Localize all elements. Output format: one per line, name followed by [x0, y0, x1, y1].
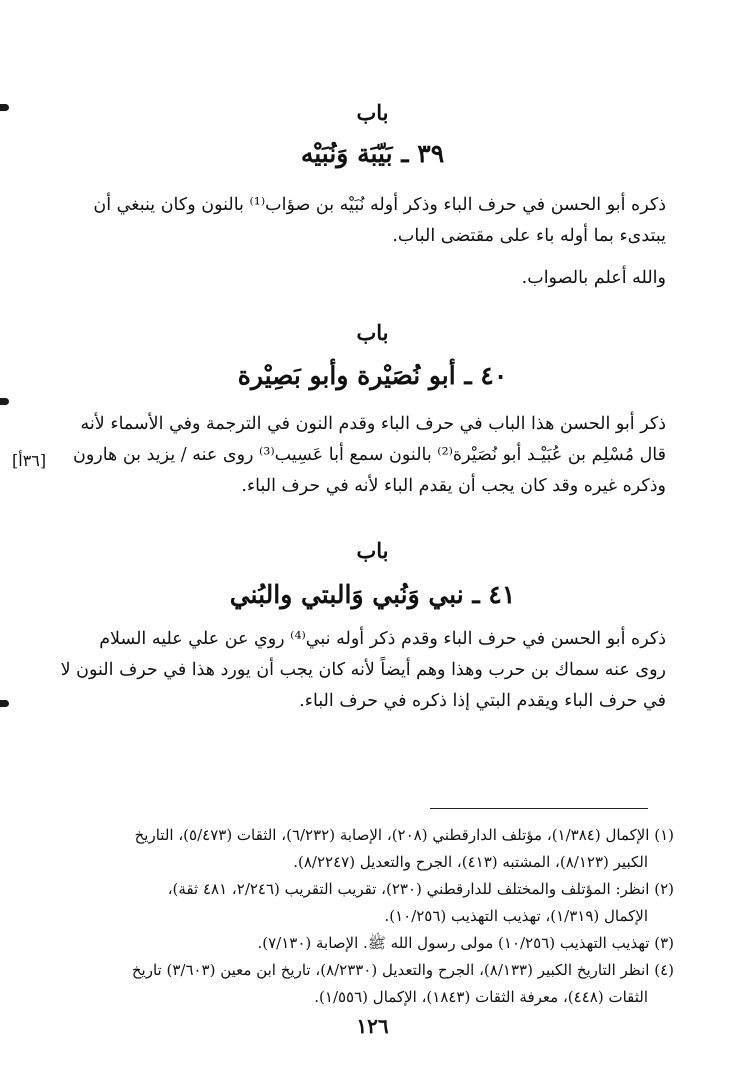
edge-mark [0, 700, 9, 707]
text-line: قال مُسْلِم بن عُبَيْـد أبو نُصَيْرة⁽²⁾ بالنون سمع أبا عَسِيب⁽³⁾ روى عنه / يزيد بن هارون [72, 445, 666, 465]
footnote-4-continuation: الثقات (٤٤٨)، معرفة الثقات (١٨٤٣)، الإكمال (١/٥٥٦). [314, 988, 648, 1006]
text-line: في حرف الباء ويقدم البتي إذا ذكره في حرف الباء. [299, 691, 666, 711]
section-40-paragraph-1 [60, 409, 666, 502]
section-39-paragraph-1 [60, 190, 666, 252]
text-line: ذكر أبو الحسن هذا الباب في حرف الباء وقدم النون في الترجمة وفي الأسماء لأنه [80, 414, 666, 434]
footnote-1: (١) الإكمال (١/٣٨٤)، مؤتلف الدارقطني (٢٠٨)، الإصابة (٦/٢٣٢)، الثقات (٥/٤٧٣)، التاريخ [134, 826, 674, 844]
text-line: يبتدىء بما أوله باء على مقتضى الباب. [392, 226, 666, 246]
section-39-heading: ٣٩ ـ بَيّبَة وَنُبَيْه [300, 139, 445, 168]
footnote-2: (٢) انظر: المؤتلف والمختلف للدارقطني (٢٣٠)، تقريب التقريب (٢/٢٤٦، ٤٨١ ثقة)، [167, 880, 674, 898]
footnote-1-continuation: الكبير (٨/١٢٣)، المشتبه (٤١٣)، الجرح والتعديل (٨/٢٢٤٧). [293, 853, 648, 871]
manuscript-folio-marker: [٣٦أ] [12, 451, 47, 470]
footnotes [56, 822, 674, 1011]
text-line: روى عنه سماك بن حرب وهذا وهم أيضاً لأنه كان يجب أن يورد هذا في حرف النون لا [60, 660, 666, 680]
text-line: ذكره أبو الحسن في حرف الباء وقدم ذكر أوله نبي⁽⁴⁾ روي عن علي عليه السلام [99, 629, 666, 649]
footnote-3: (٣) تهذيب التهذيب (١٠/٢٥٦) مولى رسول الله ﷺ. الإصابة (٧/١٣٠). [257, 934, 674, 952]
section-39-paragraph-2 [60, 263, 666, 294]
text-line: ذكره أبو الحسن في حرف الباء وذكر أوله نُبَيْه بن صؤاب⁽¹⁾ بالنون وكان ينبغي أن [93, 195, 666, 215]
section-39-bab-label: باب [356, 100, 389, 125]
footnote-separator [430, 808, 648, 809]
section-41-paragraph-1 [60, 624, 666, 717]
section-40-bab-label: باب [356, 320, 389, 345]
section-41-heading: ٤١ ـ نبي وَنُبي وَالبتي والبُني [229, 580, 516, 609]
edge-mark [0, 398, 9, 405]
footnote-2-continuation: الإكمال (١/٣١٩)، تهذيب التهذيب (١٠/٢٥٦). [384, 907, 648, 925]
footnote-4: (٤) انظر التاريخ الكبير (٨/١٣٣)، الجرح والتعديل (٨/٢٣٣٠)، تاريخ ابن معين (٣/٦٠٣) تاريخ [131, 961, 674, 979]
section-40-heading: ٤٠ ـ أبو نُصَيْرة وأبو بَصِيْرة [237, 361, 508, 390]
text-line: وذكره غيره وقد كان يجب أن يقدم الباء لأنه في حرف الباء. [241, 476, 666, 496]
page-number: ١٢٦ [356, 1014, 389, 1038]
section-41-bab-label: باب [356, 538, 389, 563]
text-line: والله أعلم بالصواب. [521, 268, 666, 288]
